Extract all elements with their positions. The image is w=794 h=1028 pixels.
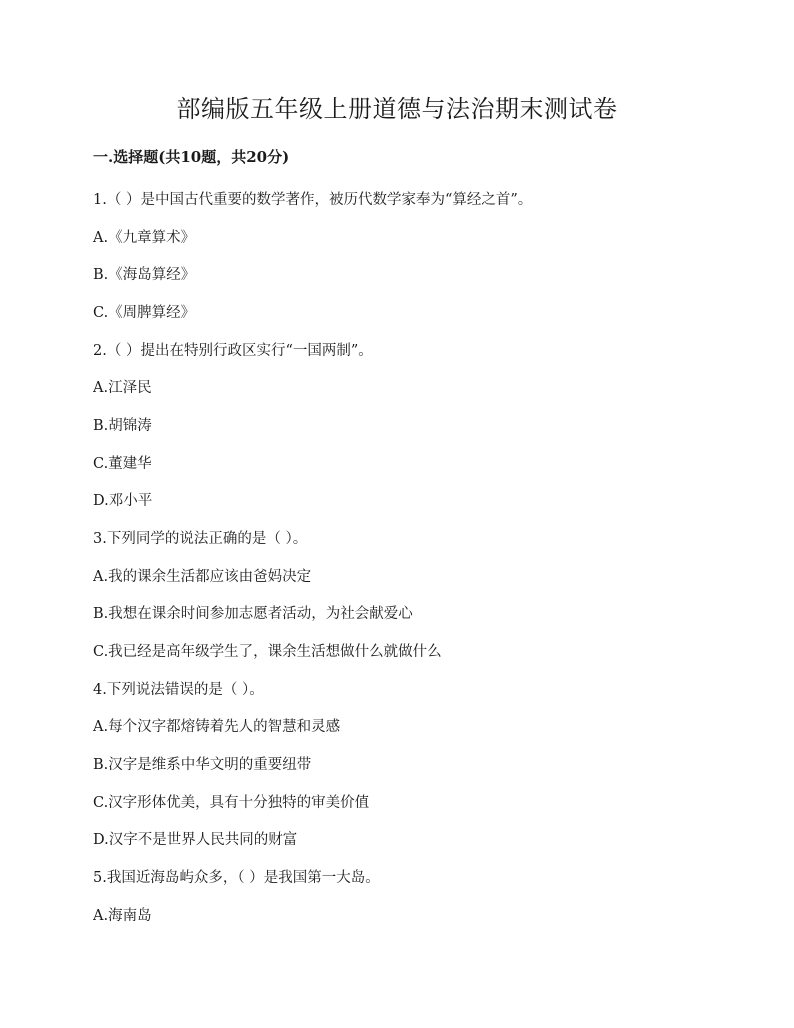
question-4-option-a: A.每个汉字都熔铸着先人的智慧和灵感: [93, 719, 341, 735]
question-1-option-b: B.《海岛算经》: [93, 267, 196, 283]
question-1-option-c: C.《周脾算经》: [93, 305, 196, 321]
question-1: 1.（ ）是中国古代重要的数学著作，被历代数学家奉为“算经之首”。: [93, 192, 533, 208]
question-2-option-c: C.董建华: [93, 456, 152, 472]
question-5: 5.我国近海岛屿众多，（ ）是我国第一大岛。: [93, 870, 380, 886]
question-2-option-d: D.邓小平: [93, 493, 153, 509]
page-title: 部编版五年级上册道德与法治期末测试卷: [176, 95, 618, 123]
question-4: 4.下列说法错误的是（ ）。: [93, 682, 264, 698]
question-4-option-c: C.汉字形体优美，具有十分独特的审美价值: [93, 795, 370, 811]
question-4-option-b: B.汉字是维系中华文明的重要纽带: [93, 757, 312, 773]
question-4-option-d: D.汉字不是世界人民共同的财富: [93, 832, 298, 848]
question-3-option-c: C.我已经是高年级学生了，课余生活想做什么就做什么: [93, 644, 442, 660]
section-heading: 一.选择题(共10题，共20分): [93, 148, 290, 166]
question-5-option-a: A.海南岛: [93, 908, 152, 924]
question-1-option-a: A.《九章算术》: [93, 230, 196, 246]
question-2-option-b: B.胡锦涛: [93, 418, 152, 434]
question-3-option-a: A.我的课余生活都应该由爸妈决定: [93, 569, 312, 585]
question-3-option-b: B.我想在课余时间参加志愿者活动，为社会献爱心: [93, 606, 413, 622]
question-2-option-a: A.江泽民: [93, 380, 152, 396]
question-3: 3.下列同学的说法正确的是（ ）。: [93, 531, 308, 547]
question-2: 2.（ ）提出在特别行政区实行“一国两制”。: [93, 343, 373, 359]
